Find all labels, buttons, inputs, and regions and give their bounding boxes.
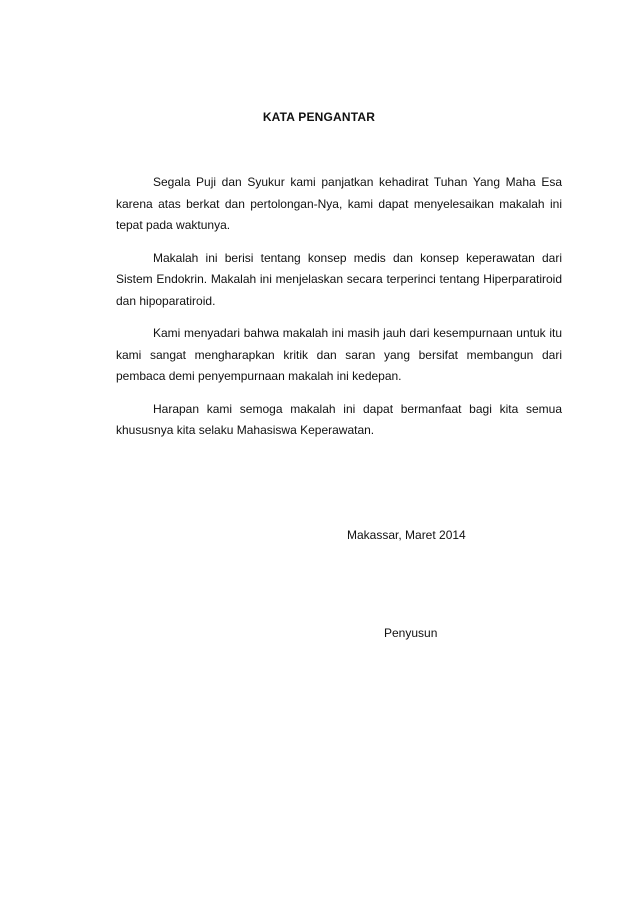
paragraph-4: Harapan kami semoga makalah ini dapat bermanfaat bagi kita semua khususnya kita selaku Mahasiswa Keperawatan.: [116, 401, 562, 437]
preface-body: [116, 172, 562, 453]
page-title: KATA PENGANTAR: [262, 110, 376, 124]
paragraph-1: Segala Puji dan Syukur kami panjatkan kehadirat Tuhan Yang Maha Esa karena atas berkat dan pertolongan-Nya, kami dapat menyelesaikan makalah ini tepat pada waktunya.: [116, 175, 562, 232]
signer-label: Penyusun: [384, 626, 438, 640]
paragraph-2: Makalah ini berisi tentang konsep medis dan konsep keperawatan dari Sistem Endokrin. Makalah ini menjelaskan secara terperinci tentang Hiperparatiroid dan hipoparatiroid.: [116, 250, 562, 308]
place-date: Makassar, Maret 2014: [347, 528, 466, 542]
paragraph-3: Kami menyadari bahwa makalah ini masih jauh dari kesempurnaan untuk itu kami sangat mengharapkan kritik dan saran yang bersifat membangun dari pembaca demi penyempurnaan makalah ini kedepan.: [116, 326, 562, 383]
